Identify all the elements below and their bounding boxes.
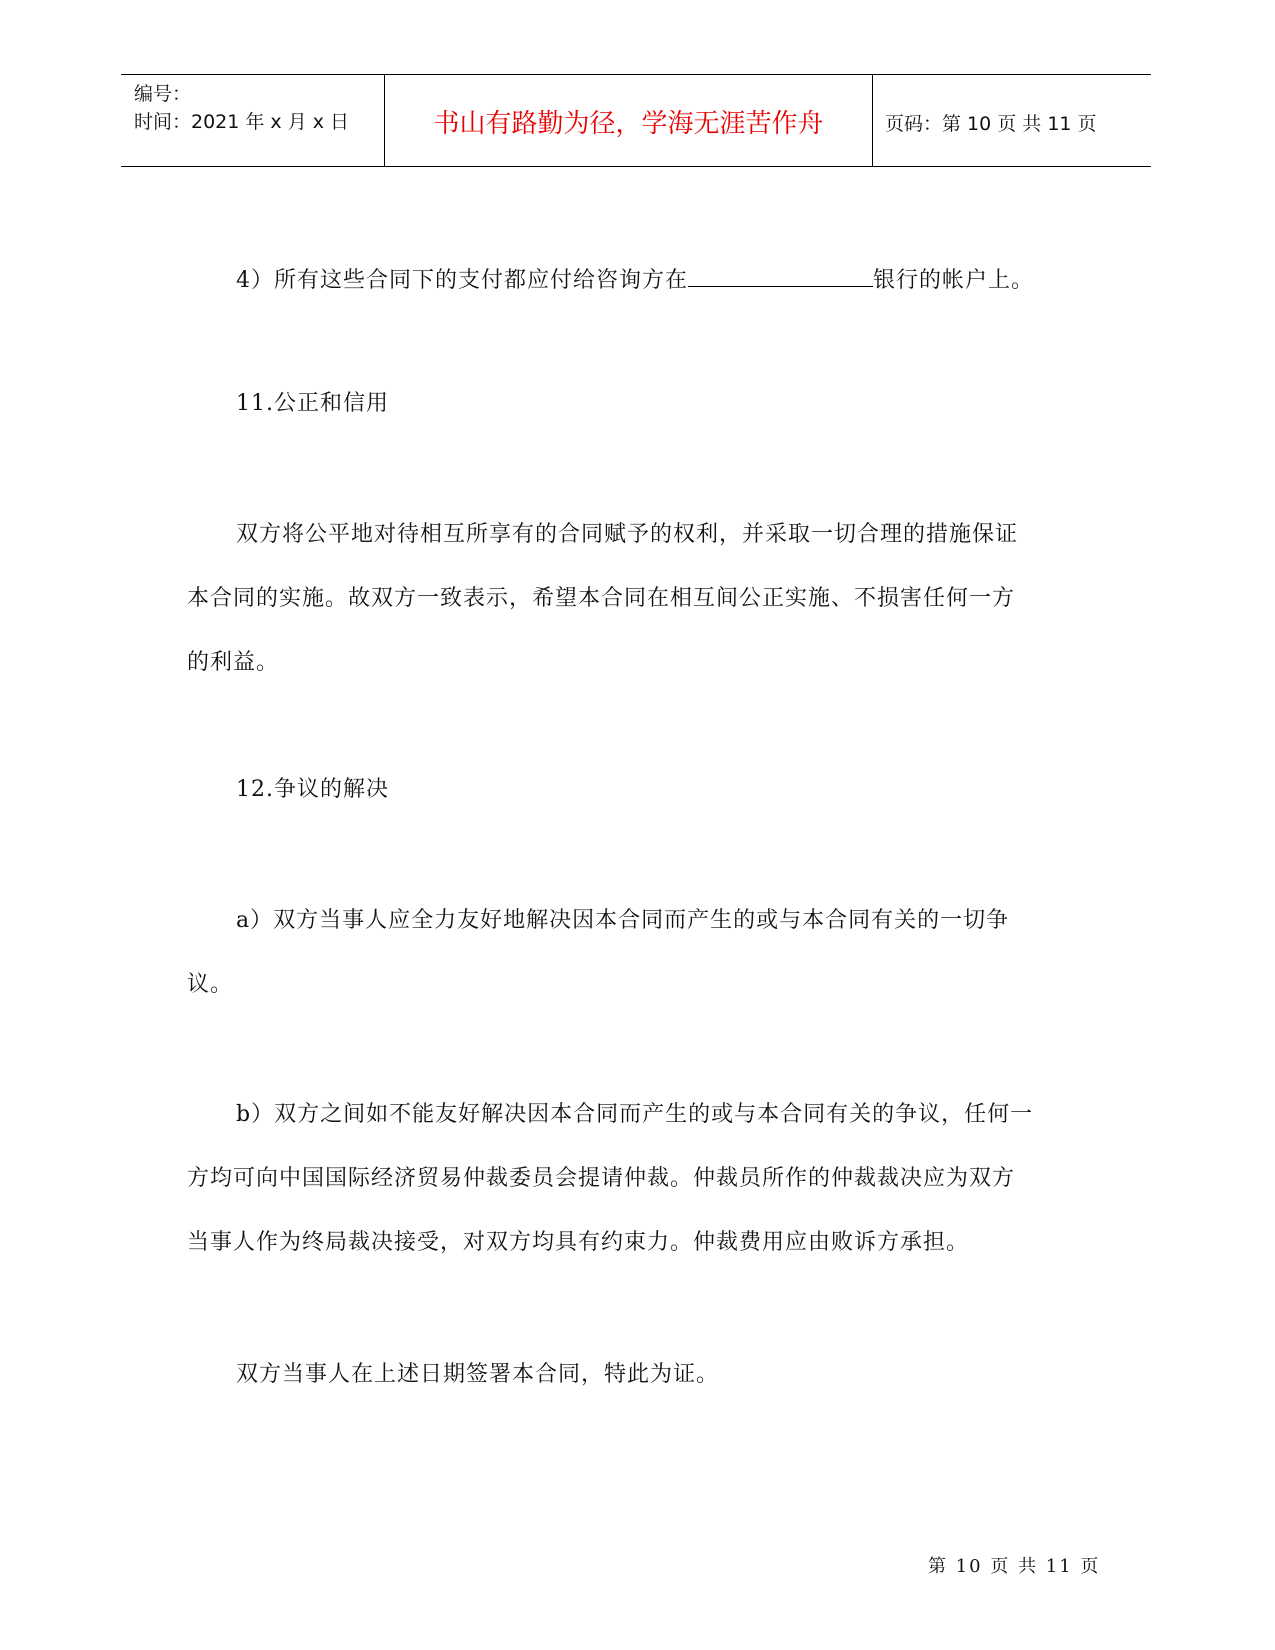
document-header <box>121 74 1151 167</box>
clause-a-line-2: 议。 <box>187 972 234 997</box>
header-meta-cell <box>121 75 385 166</box>
header-page-info: 页码：第 10 页 共 11 页 <box>885 113 1097 135</box>
header-motto: 书山有路勤为径，学海无涯苦作舟 <box>433 109 824 139</box>
section-11-line-1: 双方将公平地对待相互所享有的合同赋予的权利，并采取一切合理的措施保证 <box>236 522 1019 547</box>
document-date: 时间：2021 年 x 月 x 日 <box>134 111 350 133</box>
document-code-label: 编号： <box>134 83 192 105</box>
clause-4-text-prefix: 4）所有这些合同下的支付都应付给咨询方在 <box>236 268 688 293</box>
section-11-heading: 11.公正和信用 <box>236 391 389 416</box>
page-footer: 第 10 页 共 11 页 <box>928 1556 1101 1577</box>
clause-b-line-3: 当事人作为终局裁决接受，对双方均具有约束力。仲裁费用应由败诉方承担。 <box>187 1230 970 1255</box>
section-12-heading: 12.争议的解决 <box>236 777 389 802</box>
clause-a-line-1: a）双方当事人应全力友好地解决因本合同而产生的或与本合同有关的一切争 <box>236 908 1010 933</box>
clause-4-text-suffix: 银行的帐户上。 <box>873 268 1035 293</box>
header-motto-cell <box>385 75 873 166</box>
header-page-cell <box>873 75 1151 166</box>
clause-b-line-2: 方均可向中国国际经济贸易仲裁委员会提请仲裁。仲裁员所作的仲裁裁决应为双方 <box>187 1166 1016 1191</box>
closing-statement: 双方当事人在上述日期签署本合同，特此为证。 <box>236 1362 720 1387</box>
clause-4-paragraph <box>236 266 1034 293</box>
clause-b-line-1: b）双方之间如不能友好解决因本合同而产生的或与本合同有关的争议，任何一 <box>236 1102 1034 1127</box>
bank-name-blank <box>688 266 873 287</box>
section-11-line-3: 的利益。 <box>187 650 280 675</box>
section-11-line-2: 本合同的实施。故双方一致表示，希望本合同在相互间公正实施、不损害任何一方 <box>187 586 1016 611</box>
